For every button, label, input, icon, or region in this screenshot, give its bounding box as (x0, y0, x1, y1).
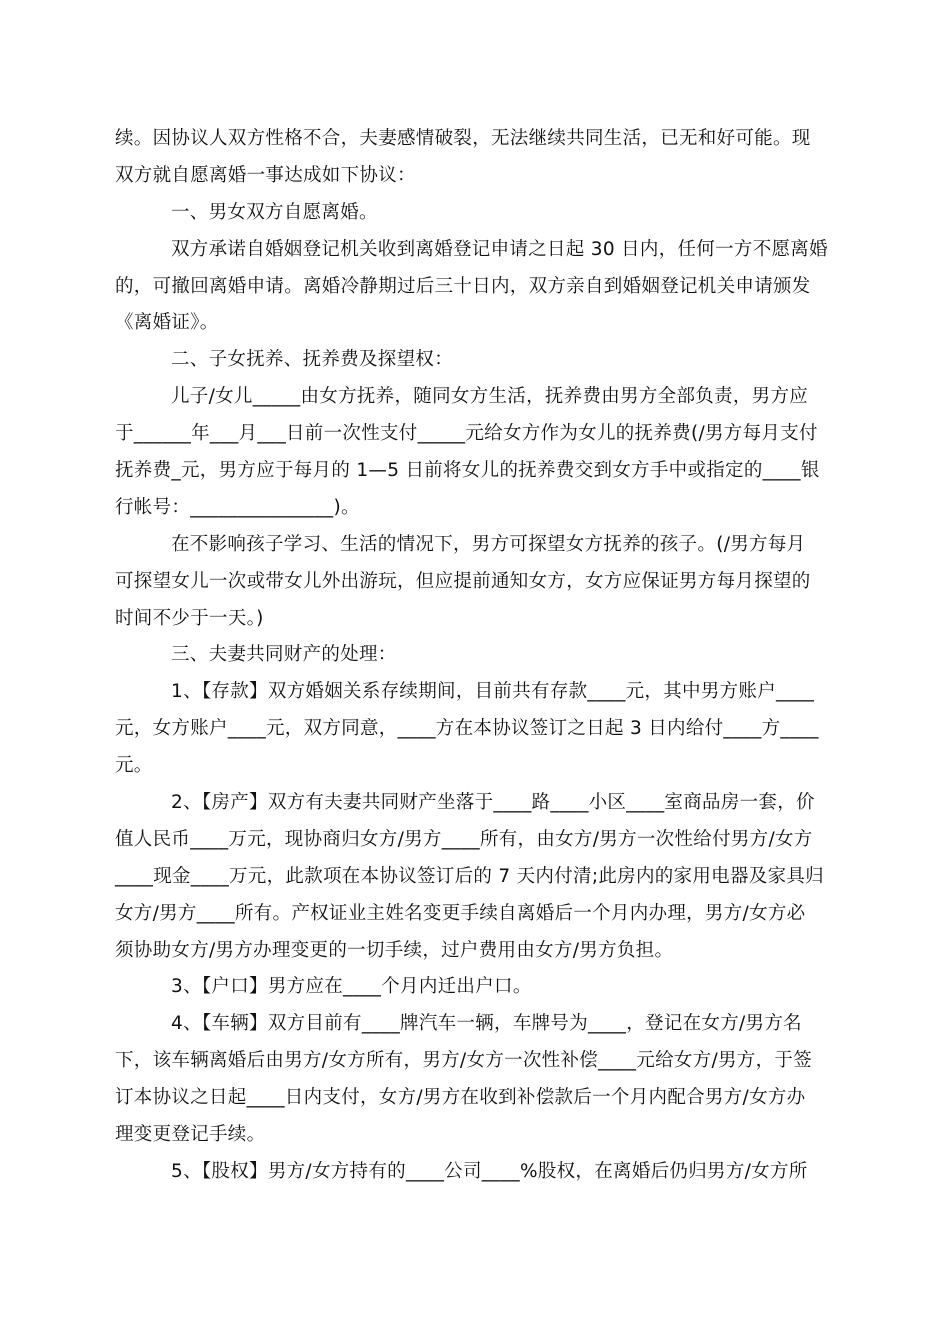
body-line-26: 下，该车辆离婚后由男方/女方所有，男方/女方一次性补偿____元给女方/男方，于签 (115, 1050, 813, 1072)
body-line-8: 儿子/女儿_____由女方抚养，随同女方生活，抚养费由男方全部负责，男方应 (171, 386, 809, 408)
clause-equity: 5、【股权】男方/女方持有的____公司____%股权，在离婚后仍归男方/女方所 (171, 1160, 808, 1182)
body-line-11: 行帐号：_______________)。 (115, 496, 360, 518)
section-heading-2: 二、子女抚养、抚养费及探望权： (171, 349, 454, 371)
body-line-1: 续。因协议人双方性格不合，夫妻感情破裂，无法继续共同生活，已无和好可能。现 (115, 128, 811, 149)
section-heading-1: 一、男女双方自愿离婚。 (171, 201, 378, 223)
clause-vehicle: 4、【车辆】双方目前有____牌汽车一辆，车牌号为____，登记在女方/男方名 (171, 1013, 802, 1035)
body-line-27: 订本协议之日起____日内支付，女方/男方在收到补偿款后一个月内配合男方/女方办 (115, 1087, 806, 1109)
body-line-23: 须协助女方/男方办理变更的一切手续，过户费用由女方/男方负担。 (115, 939, 674, 961)
body-line-20: 值人民币____万元，现协商归女方/男方____所有，由女方/男方一次性给付男方/女方 (115, 828, 813, 850)
body-line-6: 《离婚证》。 (115, 312, 219, 334)
body-line-5: 的，可撤回离婚申请。离婚冷静期过后三十日内，双方亲自到婚姻登记机关申请颁发 (115, 275, 811, 297)
clause-property: 2、【房产】双方有夫妻共同财产坐落于____路____小区____室商品房一套，价 (171, 792, 815, 814)
body-line-17: 元，女方账户____元，双方同意，____方在本协议签订之日起 3 日内给付____方____ (115, 718, 819, 740)
body-line-2: 双方就自愿离婚一事达成如下协议： (115, 164, 416, 186)
body-line-28: 理变更登记手续。 (115, 1124, 266, 1146)
clause-deposit: 1、【存款】双方婚姻关系存续期间，目前共有存款____元，其中男方账户____ (171, 681, 815, 703)
body-line-21: ____现金____万元，此款项在本协议签订后的 7 天内付清;此房内的家用电器及家具归 (115, 865, 824, 887)
body-line-9: 于______年___月___日前一次性支付_____元给女方作为女儿的抚养费(/男方每月支付 (115, 423, 818, 445)
section-heading-3: 三、夫妻共同财产的处理： (171, 644, 397, 666)
document-page (115, 121, 839, 1191)
body-line-13: 可探望女儿一次或带女儿外出游玩，但应提前通知女方，女方应保证男方每月探望的 (115, 570, 811, 592)
body-line-14: 时间不少于一天。) (115, 607, 264, 629)
clause-household: 3、【户口】男方应在____个月内迁出户口。 (171, 976, 532, 998)
body-line-22: 女方/男方____所有。产权证业主姓名变更手续自离婚后一个月内办理，男方/女方必 (115, 902, 806, 924)
body-line-12: 在不影响孩子学习、生活的情况下，男方可探望女方抚养的孩子。(/男方每月 (171, 533, 806, 555)
body-line-10: 抚养费_元，男方应于每月的 1—5 日前将女儿的抚养费交到女方手中或指定的____银 (115, 460, 820, 482)
body-line-18: 元。 (115, 755, 153, 777)
body-line-4: 双方承诺自婚姻登记机关收到离婚登记申请之日起 30 日内，任何一方不愿离婚 (171, 238, 828, 260)
